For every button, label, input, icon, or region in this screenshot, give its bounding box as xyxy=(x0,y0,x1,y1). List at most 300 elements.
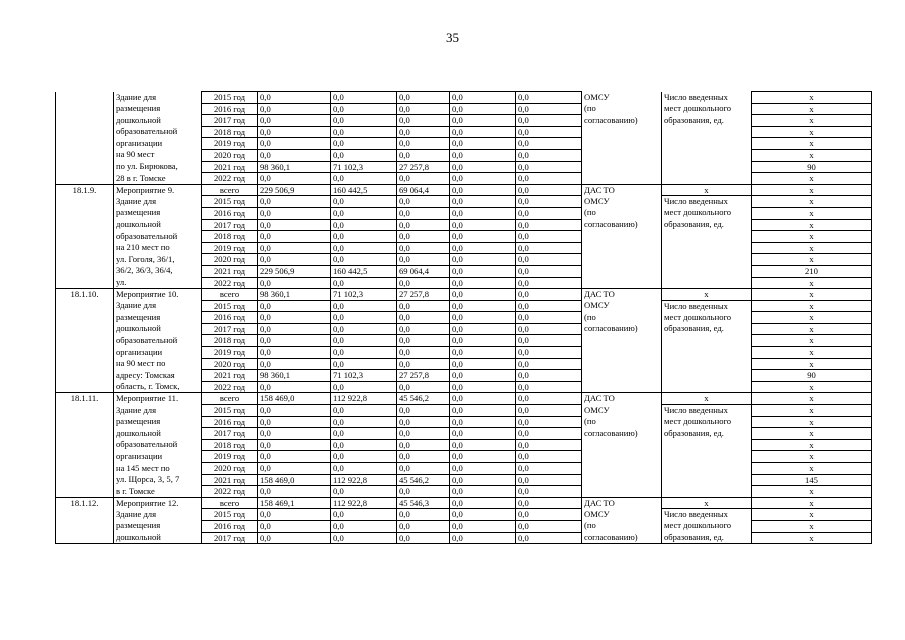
event-code-cell xyxy=(56,219,114,231)
table-row xyxy=(56,439,872,451)
executor-cell xyxy=(582,138,662,150)
table-row xyxy=(56,92,872,104)
funding-value-cell: 0,0 xyxy=(258,358,331,370)
funding-value-cell: 0,0 xyxy=(516,115,582,127)
year-cell: 2015 год xyxy=(202,92,258,104)
funding-value-cell: 71 102,3 xyxy=(331,289,397,301)
funding-value-cell: 0,0 xyxy=(331,196,397,208)
table-row xyxy=(56,265,872,277)
year-cell: 2015 год xyxy=(202,405,258,417)
year-cell: 2015 год xyxy=(202,509,258,521)
funding-value-cell: 0,0 xyxy=(516,497,582,509)
indicator-name-cell xyxy=(662,138,752,150)
funding-value-cell: 0,0 xyxy=(450,92,516,104)
indicator-value-cell: х xyxy=(752,277,872,289)
funding-value-cell: 0,0 xyxy=(516,161,582,173)
funding-value-cell: 0,0 xyxy=(331,451,397,463)
funding-value-cell: 0,0 xyxy=(397,509,450,521)
indicator-value-cell: х xyxy=(752,231,872,243)
table-row xyxy=(56,277,872,289)
indicator-name-cell xyxy=(662,173,752,185)
funding-value-cell: 0,0 xyxy=(516,231,582,243)
funding-value-cell: 0,0 xyxy=(516,405,582,417)
event-code-cell xyxy=(56,405,114,417)
funding-value-cell: 158 469,0 xyxy=(258,474,331,486)
indicator-name-cell xyxy=(662,265,752,277)
funding-value-cell: 0,0 xyxy=(516,289,582,301)
funding-value-cell: 0,0 xyxy=(397,277,450,289)
table-row xyxy=(56,231,872,243)
indicator-name-cell: х xyxy=(662,497,752,509)
funding-value-cell: 0,0 xyxy=(516,254,582,266)
funding-value-cell: 0,0 xyxy=(450,405,516,417)
funding-value-cell: 0,0 xyxy=(397,451,450,463)
table-row xyxy=(56,312,872,324)
funding-value-cell: 0,0 xyxy=(516,196,582,208)
funding-value-cell: 0,0 xyxy=(331,92,397,104)
funding-value-cell: 0,0 xyxy=(450,207,516,219)
executor-cell: ОМСУ xyxy=(582,509,662,521)
funding-value-cell: 0,0 xyxy=(450,300,516,312)
event-name-cell: область, г. Томск, xyxy=(114,381,202,393)
funding-value-cell: 0,0 xyxy=(331,428,397,440)
table-row xyxy=(56,497,872,509)
executor-cell: согласованию) xyxy=(582,219,662,231)
indicator-name-cell xyxy=(662,254,752,266)
funding-value-cell: 158 469,1 xyxy=(258,497,331,509)
year-cell: 2017 год xyxy=(202,532,258,544)
funding-value-cell: 0,0 xyxy=(516,300,582,312)
funding-value-cell: 0,0 xyxy=(258,231,331,243)
funding-value-cell: 0,0 xyxy=(258,126,331,138)
funding-value-cell: 0,0 xyxy=(516,149,582,161)
funding-value-cell: 0,0 xyxy=(516,416,582,428)
indicator-value-cell: х xyxy=(752,428,872,440)
event-code-cell xyxy=(56,416,114,428)
funding-value-cell: 0,0 xyxy=(258,323,331,335)
indicator-value-cell: х xyxy=(752,173,872,185)
funding-value-cell: 0,0 xyxy=(331,173,397,185)
funding-value-cell: 0,0 xyxy=(258,312,331,324)
table-body xyxy=(56,92,872,544)
funding-value-cell: 0,0 xyxy=(450,463,516,475)
event-name-cell: организации xyxy=(114,347,202,359)
event-name-cell: дошкольной xyxy=(114,428,202,440)
funding-value-cell: 0,0 xyxy=(258,242,331,254)
funding-value-cell: 0,0 xyxy=(450,149,516,161)
funding-value-cell: 0,0 xyxy=(450,103,516,115)
funding-value-cell: 0,0 xyxy=(450,277,516,289)
funding-value-cell: 0,0 xyxy=(516,242,582,254)
table-row xyxy=(56,103,872,115)
funding-value-cell: 71 102,3 xyxy=(331,370,397,382)
funding-value-cell: 27 257,8 xyxy=(397,161,450,173)
funding-value-cell: 0,0 xyxy=(450,289,516,301)
event-name-cell: Здание для xyxy=(114,405,202,417)
indicator-value-cell: х xyxy=(752,254,872,266)
event-name-cell: на 90 мест по xyxy=(114,358,202,370)
funding-value-cell: 0,0 xyxy=(450,439,516,451)
funding-value-cell: 0,0 xyxy=(331,242,397,254)
year-cell: 2022 год xyxy=(202,486,258,498)
funding-value-cell: 0,0 xyxy=(516,393,582,405)
year-cell: 2019 год xyxy=(202,242,258,254)
table-row xyxy=(56,196,872,208)
indicator-name-cell: образования, ед. xyxy=(662,323,752,335)
funding-value-cell: 0,0 xyxy=(450,265,516,277)
year-cell: всего xyxy=(202,393,258,405)
indicator-value-cell: х xyxy=(752,439,872,451)
funding-value-cell: 112 922,8 xyxy=(331,393,397,405)
executor-cell xyxy=(582,486,662,498)
table-row xyxy=(56,428,872,440)
year-cell: 2020 год xyxy=(202,149,258,161)
funding-value-cell: 0,0 xyxy=(397,207,450,219)
funding-value-cell: 0,0 xyxy=(397,416,450,428)
indicator-value-cell: х xyxy=(752,149,872,161)
executor-cell: ОМСУ xyxy=(582,405,662,417)
funding-value-cell: 0,0 xyxy=(397,126,450,138)
table-row xyxy=(56,138,872,150)
funding-value-cell: 0,0 xyxy=(450,509,516,521)
executor-cell xyxy=(582,451,662,463)
funding-value-cell: 0,0 xyxy=(397,520,450,532)
funding-value-cell: 0,0 xyxy=(450,520,516,532)
indicator-name-cell xyxy=(662,358,752,370)
funding-value-cell: 0,0 xyxy=(258,532,331,544)
funding-value-cell: 0,0 xyxy=(450,173,516,185)
indicator-name-cell xyxy=(662,335,752,347)
executor-cell xyxy=(582,231,662,243)
funding-value-cell: 0,0 xyxy=(331,219,397,231)
table-row xyxy=(56,207,872,219)
event-code-cell xyxy=(56,509,114,521)
event-code-cell xyxy=(56,451,114,463)
event-name-cell: дошкольной xyxy=(114,115,202,127)
year-cell: 2021 год xyxy=(202,474,258,486)
year-cell: 2022 год xyxy=(202,173,258,185)
funding-value-cell: 0,0 xyxy=(450,451,516,463)
indicator-name-cell xyxy=(662,451,752,463)
funding-value-cell: 0,0 xyxy=(397,486,450,498)
funding-value-cell: 0,0 xyxy=(331,347,397,359)
event-code-cell xyxy=(56,486,114,498)
funding-value-cell: 0,0 xyxy=(258,254,331,266)
funding-value-cell: 0,0 xyxy=(331,231,397,243)
page-number: 35 xyxy=(446,30,459,45)
funding-value-cell: 0,0 xyxy=(450,254,516,266)
executor-cell xyxy=(582,463,662,475)
year-cell: 2019 год xyxy=(202,347,258,359)
indicator-value-cell: х xyxy=(752,196,872,208)
funding-value-cell: 27 257,8 xyxy=(397,370,450,382)
event-code-cell xyxy=(56,161,114,173)
indicator-name-cell: образования, ед. xyxy=(662,115,752,127)
indicator-name-cell: мест дошкольного xyxy=(662,416,752,428)
year-cell: 2020 год xyxy=(202,463,258,475)
indicator-value-cell: х xyxy=(752,207,872,219)
event-name-cell: размещения xyxy=(114,312,202,324)
funding-value-cell: 0,0 xyxy=(258,277,331,289)
indicator-value-cell: х xyxy=(752,416,872,428)
executor-cell: ДАС ТО xyxy=(582,497,662,509)
event-code-cell xyxy=(56,312,114,324)
funding-value-cell: 0,0 xyxy=(516,277,582,289)
executor-cell xyxy=(582,265,662,277)
table-row xyxy=(56,463,872,475)
event-name-cell: на 90 мест xyxy=(114,149,202,161)
indicator-value-cell: х xyxy=(752,347,872,359)
funding-value-cell: 0,0 xyxy=(516,335,582,347)
year-cell: 2018 год xyxy=(202,126,258,138)
indicator-value-cell: х xyxy=(752,358,872,370)
event-code-cell xyxy=(56,265,114,277)
table-row xyxy=(56,474,872,486)
funding-value-cell: 0,0 xyxy=(450,358,516,370)
year-cell: 2015 год xyxy=(202,300,258,312)
funding-value-cell: 0,0 xyxy=(397,138,450,150)
funding-value-cell: 0,0 xyxy=(397,196,450,208)
funding-value-cell: 0,0 xyxy=(331,486,397,498)
indicator-value-cell: х xyxy=(752,393,872,405)
indicator-name-cell: Число введенных xyxy=(662,196,752,208)
funding-value-cell: 0,0 xyxy=(450,393,516,405)
funding-value-cell: 0,0 xyxy=(450,323,516,335)
funding-value-cell: 0,0 xyxy=(516,103,582,115)
event-name-cell: Мероприятие 11. xyxy=(114,393,202,405)
executor-cell: ОМСУ xyxy=(582,196,662,208)
funding-value-cell: 0,0 xyxy=(397,254,450,266)
indicator-value-cell: х xyxy=(752,138,872,150)
event-code-cell: 18.1.10. xyxy=(56,289,114,301)
funding-value-cell: 0,0 xyxy=(397,335,450,347)
funding-value-cell: 0,0 xyxy=(331,358,397,370)
table-row xyxy=(56,416,872,428)
funding-value-cell: 229 506,9 xyxy=(258,184,331,196)
funding-value-cell: 0,0 xyxy=(450,416,516,428)
funding-value-cell: 0,0 xyxy=(516,520,582,532)
funding-value-cell: 0,0 xyxy=(516,428,582,440)
indicator-name-cell: мест дошкольного xyxy=(662,520,752,532)
funding-value-cell: 69 064,4 xyxy=(397,265,450,277)
funding-value-cell: 0,0 xyxy=(331,149,397,161)
executor-cell xyxy=(582,161,662,173)
funding-value-cell: 0,0 xyxy=(450,532,516,544)
indicator-name-cell xyxy=(662,231,752,243)
funding-value-cell: 0,0 xyxy=(258,405,331,417)
funding-value-cell: 0,0 xyxy=(450,126,516,138)
indicator-value-cell: х xyxy=(752,520,872,532)
executor-cell xyxy=(582,474,662,486)
year-cell: 2022 год xyxy=(202,277,258,289)
funding-value-cell: 0,0 xyxy=(450,219,516,231)
funding-value-cell: 0,0 xyxy=(258,381,331,393)
year-cell: 2017 год xyxy=(202,115,258,127)
indicator-value-cell: 90 xyxy=(752,161,872,173)
year-cell: всего xyxy=(202,289,258,301)
funding-value-cell: 0,0 xyxy=(258,439,331,451)
funding-value-cell: 0,0 xyxy=(258,509,331,521)
funding-value-cell: 229 506,9 xyxy=(258,265,331,277)
indicator-name-cell: мест дошкольного xyxy=(662,103,752,115)
funding-value-cell: 69 064,4 xyxy=(397,184,450,196)
year-cell: 2017 год xyxy=(202,323,258,335)
indicator-name-cell xyxy=(662,126,752,138)
year-cell: 2016 год xyxy=(202,520,258,532)
table-row xyxy=(56,115,872,127)
funding-value-cell: 0,0 xyxy=(331,439,397,451)
event-code-cell xyxy=(56,428,114,440)
funding-value-cell: 0,0 xyxy=(331,405,397,417)
event-name-cell: Здание для xyxy=(114,509,202,521)
funding-value-cell: 0,0 xyxy=(516,486,582,498)
event-name-cell: в г. Томске xyxy=(114,486,202,498)
table-row xyxy=(56,184,872,196)
event-name-cell: Здание для xyxy=(114,300,202,312)
executor-cell: ДАС ТО xyxy=(582,393,662,405)
event-name-cell: организации xyxy=(114,451,202,463)
funding-value-cell: 0,0 xyxy=(258,451,331,463)
funding-value-cell: 0,0 xyxy=(516,92,582,104)
funding-value-cell: 0,0 xyxy=(258,92,331,104)
funding-value-cell: 0,0 xyxy=(450,347,516,359)
event-code-cell xyxy=(56,335,114,347)
event-code-cell xyxy=(56,381,114,393)
funding-value-cell: 0,0 xyxy=(397,358,450,370)
executor-cell: ДАС ТО xyxy=(582,184,662,196)
indicator-name-cell xyxy=(662,370,752,382)
funding-value-cell: 0,0 xyxy=(397,312,450,324)
funding-value-cell: 0,0 xyxy=(450,381,516,393)
indicator-value-cell: х xyxy=(752,289,872,301)
indicator-name-cell xyxy=(662,439,752,451)
indicator-value-cell: х xyxy=(752,103,872,115)
funding-value-cell: 0,0 xyxy=(450,161,516,173)
event-code-cell xyxy=(56,463,114,475)
event-name-cell: 28 в г. Томске xyxy=(114,173,202,185)
executor-cell xyxy=(582,126,662,138)
year-cell: 2016 год xyxy=(202,103,258,115)
funding-value-cell: 0,0 xyxy=(516,532,582,544)
funding-value-cell: 0,0 xyxy=(258,300,331,312)
funding-value-cell: 0,0 xyxy=(516,265,582,277)
event-code-cell xyxy=(56,370,114,382)
table-row xyxy=(56,358,872,370)
event-name-cell: дошкольной xyxy=(114,323,202,335)
executor-cell: согласованию) xyxy=(582,532,662,544)
event-name-cell: Здание для xyxy=(114,92,202,104)
event-name-cell: адресу: Томская xyxy=(114,370,202,382)
event-name-cell: размещения xyxy=(114,520,202,532)
funding-value-cell: 0,0 xyxy=(516,370,582,382)
event-code-cell xyxy=(56,323,114,335)
table-row xyxy=(56,126,872,138)
event-name-cell: образовательной xyxy=(114,335,202,347)
indicator-value-cell: х xyxy=(752,509,872,521)
funding-value-cell: 0,0 xyxy=(516,463,582,475)
funding-value-cell: 0,0 xyxy=(397,463,450,475)
executor-cell xyxy=(582,277,662,289)
table-row xyxy=(56,300,872,312)
funding-value-cell: 0,0 xyxy=(331,138,397,150)
event-code-cell xyxy=(56,474,114,486)
funding-value-cell: 27 257,8 xyxy=(397,289,450,301)
event-code-cell xyxy=(56,254,114,266)
indicator-name-cell xyxy=(662,486,752,498)
indicator-value-cell: 210 xyxy=(752,265,872,277)
event-name-cell: размещения xyxy=(114,207,202,219)
event-name-cell: образовательной xyxy=(114,126,202,138)
funding-value-cell: 0,0 xyxy=(331,381,397,393)
indicator-value-cell: х xyxy=(752,381,872,393)
funding-value-cell: 0,0 xyxy=(450,115,516,127)
event-name-cell: Мероприятие 9. xyxy=(114,184,202,196)
indicator-name-cell: х xyxy=(662,393,752,405)
indicator-name-cell xyxy=(662,474,752,486)
funding-value-cell: 0,0 xyxy=(450,370,516,382)
funding-value-cell: 0,0 xyxy=(450,231,516,243)
funding-value-cell: 0,0 xyxy=(516,439,582,451)
funding-value-cell: 71 102,3 xyxy=(331,161,397,173)
event-name-cell: дошкольной xyxy=(114,532,202,544)
event-code-cell xyxy=(56,439,114,451)
executor-cell xyxy=(582,358,662,370)
funding-value-cell: 0,0 xyxy=(450,196,516,208)
indicator-name-cell: образования, ед. xyxy=(662,428,752,440)
event-name-cell: ул. xyxy=(114,277,202,289)
table-row xyxy=(56,520,872,532)
program-table xyxy=(55,91,872,544)
funding-value-cell: 0,0 xyxy=(450,497,516,509)
funding-value-cell: 0,0 xyxy=(331,335,397,347)
funding-value-cell: 0,0 xyxy=(331,103,397,115)
funding-value-cell: 0,0 xyxy=(397,115,450,127)
executor-cell: (по xyxy=(582,312,662,324)
funding-value-cell: 98 360,1 xyxy=(258,161,331,173)
year-cell: 2022 год xyxy=(202,381,258,393)
executor-cell xyxy=(582,242,662,254)
indicator-value-cell: х xyxy=(752,219,872,231)
funding-value-cell: 0,0 xyxy=(331,463,397,475)
executor-cell: ОМСУ xyxy=(582,92,662,104)
event-name-cell: на 210 мест по xyxy=(114,242,202,254)
indicator-value-cell: 90 xyxy=(752,370,872,382)
year-cell: 2021 год xyxy=(202,161,258,173)
year-cell: 2020 год xyxy=(202,254,258,266)
funding-value-cell: 0,0 xyxy=(258,428,331,440)
event-name-cell: организации xyxy=(114,138,202,150)
funding-value-cell: 160 442,5 xyxy=(331,184,397,196)
indicator-name-cell: Число введенных xyxy=(662,300,752,312)
funding-value-cell: 0,0 xyxy=(450,242,516,254)
funding-value-cell: 0,0 xyxy=(516,381,582,393)
event-name-cell: ул. Щорса, 3, 5, 7 xyxy=(114,474,202,486)
indicator-value-cell: х xyxy=(752,451,872,463)
event-code-cell xyxy=(56,92,114,104)
funding-value-cell: 0,0 xyxy=(450,474,516,486)
event-code-cell xyxy=(56,149,114,161)
funding-value-cell: 0,0 xyxy=(450,428,516,440)
event-code-cell: 18.1.12. xyxy=(56,497,114,509)
funding-value-cell: 0,0 xyxy=(397,92,450,104)
event-code-cell xyxy=(56,300,114,312)
event-name-cell: Мероприятие 12. xyxy=(114,497,202,509)
year-cell: 2020 год xyxy=(202,358,258,370)
year-cell: 2016 год xyxy=(202,416,258,428)
funding-value-cell: 0,0 xyxy=(516,509,582,521)
funding-value-cell: 0,0 xyxy=(331,207,397,219)
year-cell: 2018 год xyxy=(202,231,258,243)
